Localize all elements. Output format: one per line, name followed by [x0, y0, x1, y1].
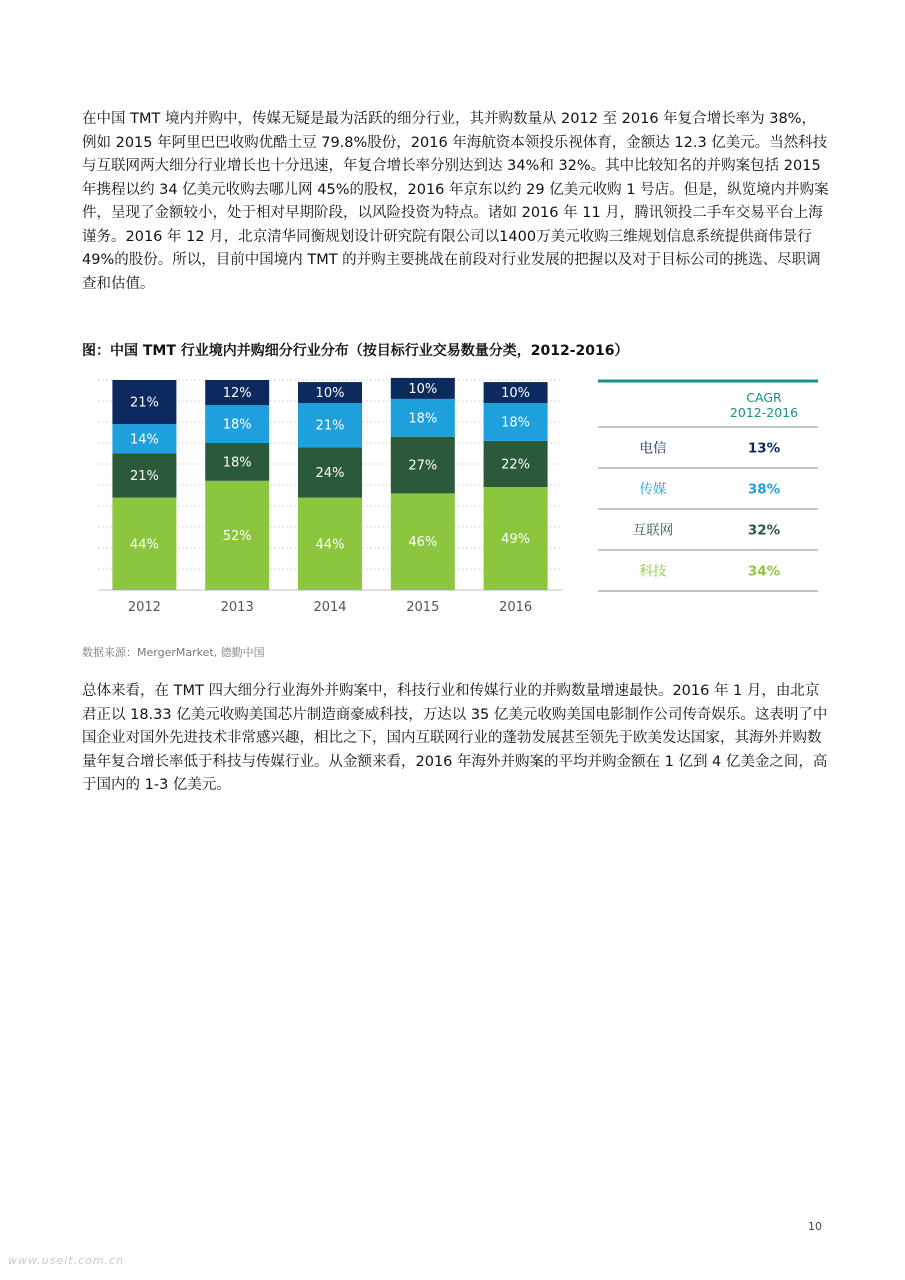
- data-label: 21%: [129, 395, 159, 411]
- data-label: 52%: [222, 528, 252, 544]
- data-label: 10%: [501, 386, 531, 402]
- table-row-label: 电信: [639, 440, 667, 457]
- data-label: 10%: [315, 386, 345, 402]
- data-label: 44%: [129, 537, 159, 553]
- table-header: CAGR: [746, 390, 782, 405]
- table-header: 2012-2016: [729, 405, 799, 420]
- data-label: 21%: [129, 469, 159, 485]
- x-tick-label: 2013: [220, 600, 254, 615]
- x-tick-label: 2012: [127, 600, 161, 615]
- table-row-value: 13%: [747, 440, 781, 457]
- body-paragraph-2: 总体来看，在 TMT 四大细分行业海外并购案中，科技行业和传媒行业的并购数量增速最快。2016 年 1 月，由北京君正以 18.33 亿美元收购美国芯片制造商豪威科技，万达以 35 亿美元收购美国电影制作公司传奇娱乐。这表明了中国企业对国外先进技术非常感兴趣，相比之下，国内互联网行业的蓬勃发展甚至领先于欧美发达国家，其海外并购数量年复合增长率低于科技与传媒行业。从金额来看，2016 年海外并购案的平均并购金额在 1 亿到 4 亿美金之间，高于国内的 1-3 亿美元。: [82, 683, 828, 793]
- x-tick-label: 2014: [313, 600, 347, 615]
- data-label: 12%: [222, 386, 252, 402]
- table-row-value: 34%: [747, 563, 781, 580]
- body-paragraph-1: 在中国 TMT 境内并购中，传媒无疑是最为活跃的细分行业，其并购数量从 2012 至 2016 年复合增长率为 38%，例如 2015 年阿里巴巴收购优酷土豆 79.8%股份，2016 年海航资本领投乐视体育，金额达 12.3 亿美元。当然科技与互联网两大细分行业增长也十分迅速，年复合增长率分别达到达 34%和 32%。其中比较知名的并购案包括 2015 年携程以约 34 亿美元收购去哪儿网 45%的股权，2016 年京东以约 29 亿美元收购 1 号店。但是，纵览境内并购案件，呈现了金额较小，处于相对早期阶段，以风险投资为特点。诸如 2016 年 11 月，腾讯领投二手车交易平台上海谨务。2016 年 12 月，北京清华同衡规划设计研究院有限公司以1400万美元收购三维规划信息系统提供商伟景行49%的股份。所以，目前中国境内 TMT 的并购主要挑战在前段对行业发展的把握以及对于目标公司的挑选、尽职调查和估值。: [82, 111, 829, 292]
- data-label: 24%: [315, 465, 345, 481]
- data-source: 数据来源：MergerMarket, 德勤中国: [82, 646, 265, 659]
- table-row-label: 科技: [639, 563, 667, 580]
- figure-title: 图：中国 TMT 行业境内并购细分行业分布（按目标行业交易数量分类，2012-2016）: [82, 343, 629, 359]
- x-tick-label: 2016: [499, 600, 533, 615]
- x-tick-label: 2015: [406, 600, 440, 615]
- data-label: 44%: [315, 537, 345, 553]
- data-label: 46%: [408, 535, 438, 551]
- table-row-value: 32%: [747, 522, 781, 539]
- data-label: 18%: [222, 417, 252, 433]
- table-row-label: 传媒: [639, 481, 667, 498]
- data-label: 18%: [222, 455, 252, 471]
- data-label: 27%: [408, 458, 438, 474]
- data-label: 14%: [129, 432, 159, 448]
- data-label: 18%: [501, 415, 531, 431]
- table-row-value: 38%: [747, 481, 781, 498]
- table-row-label: 互联网: [632, 522, 674, 539]
- watermark: www.useit.com.cn: [8, 1254, 125, 1267]
- data-label: 49%: [501, 532, 531, 548]
- data-label: 22%: [501, 457, 531, 473]
- data-label: 21%: [315, 418, 345, 434]
- page-number: 10: [808, 1220, 822, 1233]
- data-label: 10%: [408, 381, 438, 397]
- data-label: 18%: [408, 411, 438, 427]
